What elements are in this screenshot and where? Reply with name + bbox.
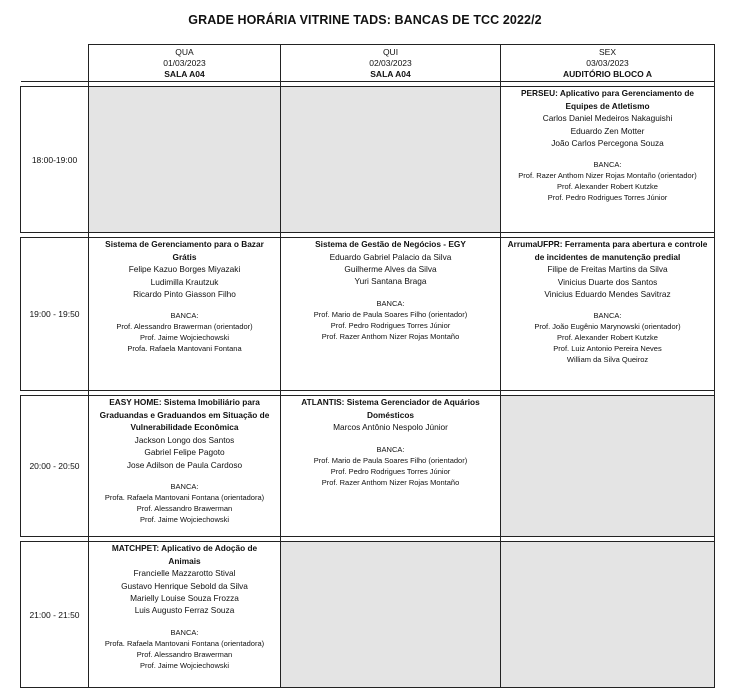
day-room: SALA A04 (164, 68, 205, 79)
committee-member: William da Silva Queiroz (566, 355, 649, 365)
presentation-cell (89, 238, 281, 391)
student-name: Filipe de Freitas Martins da Silva (547, 264, 668, 275)
presentation-cell (89, 542, 281, 688)
student-name: Yuri Santana Braga (354, 276, 427, 287)
time-slot-label: 18:00-19:00 (21, 87, 89, 233)
student-name: Eduardo Gabriel Palacio da Silva (329, 251, 452, 262)
project-title: EASY HOME: Sistema Imobiliário para Graduandas e Graduandos em Situação de Vulnerabilidade Econômica (99, 397, 270, 433)
day-date: 01/03/2023 (163, 57, 206, 68)
day-weekday: SEX (598, 46, 616, 57)
project-title: ArrumaUFPR: Ferramenta para abertura e controle de incidentes de manutenção predial (507, 239, 708, 262)
committee-member: Prof. Luiz Antonio Pereira Neves (553, 344, 662, 354)
empty-slot (281, 87, 501, 233)
committee-member: Prof. Pedro Rodrigues Torres Júnior (330, 320, 451, 330)
day-weekday: QUA (175, 46, 194, 57)
banca-label: BANCA: (170, 311, 199, 321)
student-name: Jose Adilson de Paula Cardoso (126, 459, 243, 470)
committee-member: Prof. Alessandro Brawerman (136, 504, 233, 513)
presentation-cell (281, 238, 501, 391)
committee-member: Profa. Rafaela Mantovani Fontana (orientadora) (104, 638, 265, 648)
project-title: Sistema de Gestão de Negócios - EGY (315, 239, 466, 249)
schedule-body (21, 82, 715, 688)
presentation-cell (281, 396, 501, 537)
banca-label: BANCA: (170, 482, 199, 491)
empty-slot (89, 87, 281, 233)
committee-member: Prof. Alessandro Brawerman (136, 649, 233, 659)
time-slot-label: 20:00 - 20:50 (21, 396, 89, 537)
student-name: Marcos Antônio Nespolo Júnior (333, 422, 448, 433)
committee-member: Prof. Pedro Rodrigues Torres Júnior (547, 193, 668, 203)
presentation-cell (501, 87, 715, 233)
student-name: Vinicius Eduardo Mendes Savitraz (544, 289, 671, 299)
student-name: Eduardo Zen Motter (570, 125, 645, 136)
project-title: PERSEU: Aplicativo para Gerenciamento de Equipes de Atletismo (520, 88, 695, 111)
student-name: Ricardo Pinto Giasson Filho (133, 289, 236, 299)
student-name: Francielle Mazzarotto Stival (133, 568, 236, 579)
student-name: João Carlos Percegona Souza (551, 138, 664, 148)
schedule-grid (20, 44, 715, 688)
committee-member: Prof. Jaime Wojciechowski (139, 660, 230, 670)
committee-member: Prof. Alessandro Brawerman (orientador) (116, 322, 253, 332)
time-slot-row (21, 87, 715, 233)
committee-member: Prof. Mario de Paula Soares Filho (orientador) (313, 455, 468, 465)
day-date: 03/03/2023 (586, 57, 629, 68)
project-title: MATCHPET: Aplicativo de Adoção de Animais (111, 543, 258, 566)
committee-member: Prof. Jaime Wojciechowski (139, 515, 230, 524)
committee-member: Profa. Rafaela Mantovani Fontana (orientadora) (104, 493, 265, 502)
day-header-wed (89, 45, 281, 82)
student-name: Jackson Longo dos Santos (134, 434, 235, 445)
banca-label: BANCA: (593, 311, 622, 321)
committee-member: Prof. Mario de Paula Soares Filho (orientador) (313, 309, 468, 319)
project-title: Sistema de Gerenciamento para o Bazar Grátis (105, 239, 264, 262)
time-slot-row (21, 542, 715, 688)
student-name: Gabriel Felipe Pagoto (144, 447, 225, 458)
committee-member: Profa. Rafaela Mantovani Fontana (127, 344, 242, 354)
committee-member: Prof. Alexander Robert Kutzke (557, 182, 658, 192)
page-title: GRADE HORÁRIA VITRINE TADS: BANCAS DE TCC 2022/2 (188, 13, 542, 27)
banca-label: BANCA: (376, 444, 405, 454)
committee-member: Prof. Pedro Rodrigues Torres Júnior (330, 466, 451, 476)
committee-member: Prof. João Eugênio Marynowski (orientador) (534, 322, 681, 332)
empty-slot (281, 542, 501, 688)
student-name: Felipe Kazuo Borges Miyazaki (128, 264, 241, 275)
time-slot-row (21, 396, 715, 537)
committee-member: Prof. Alexander Robert Kutzke (557, 333, 658, 343)
project-title: ATLANTIS: Sistema Gerenciador de Aquários Domésticos (301, 397, 480, 420)
header-row (21, 45, 715, 82)
banca-label: BANCA: (170, 627, 199, 637)
empty-slot (501, 396, 715, 537)
student-name: Gustavo Henrique Sebold da Silva (121, 580, 248, 591)
committee-member: Prof. Razer Anthom Nizer Rojas Montaño (orientador) (518, 171, 697, 181)
day-date: 02/03/2023 (369, 57, 412, 68)
day-header-thu (281, 45, 501, 82)
empty-slot (501, 542, 715, 688)
committee-member: Prof. Jaime Wojciechowski (139, 333, 230, 343)
day-room: AUDITÓRIO BLOCO A (563, 68, 652, 79)
student-name: Marielly Louise Souza Frozza (130, 593, 239, 603)
student-name: Carlos Daniel Medeiros Nakaguishi (542, 113, 673, 124)
presentation-cell (89, 396, 281, 537)
time-slot-label: 19:00 - 19:50 (21, 238, 89, 391)
time-slot-label: 21:00 - 21:50 (21, 542, 89, 688)
header-corner (21, 45, 89, 82)
committee-member: Prof. Razer Anthom Nizer Rojas Montaño (321, 477, 460, 487)
banca-label: BANCA: (376, 298, 405, 308)
student-name: Vinicius Duarte dos Santos (557, 276, 658, 287)
day-room: SALA A04 (370, 68, 411, 79)
banca-label: BANCA: (593, 160, 622, 170)
time-slot-row (21, 238, 715, 391)
committee-member: Prof. Razer Anthom Nizer Rojas Montaño (321, 331, 460, 341)
day-weekday: QUI (382, 46, 399, 57)
presentation-cell (501, 238, 715, 391)
student-name: Ludimilla Krautzuk (150, 276, 219, 287)
day-header-fri (501, 45, 715, 82)
student-name: Guilherme Alves da Silva (344, 264, 437, 274)
student-name: Luis Augusto Ferraz Souza (134, 605, 235, 616)
